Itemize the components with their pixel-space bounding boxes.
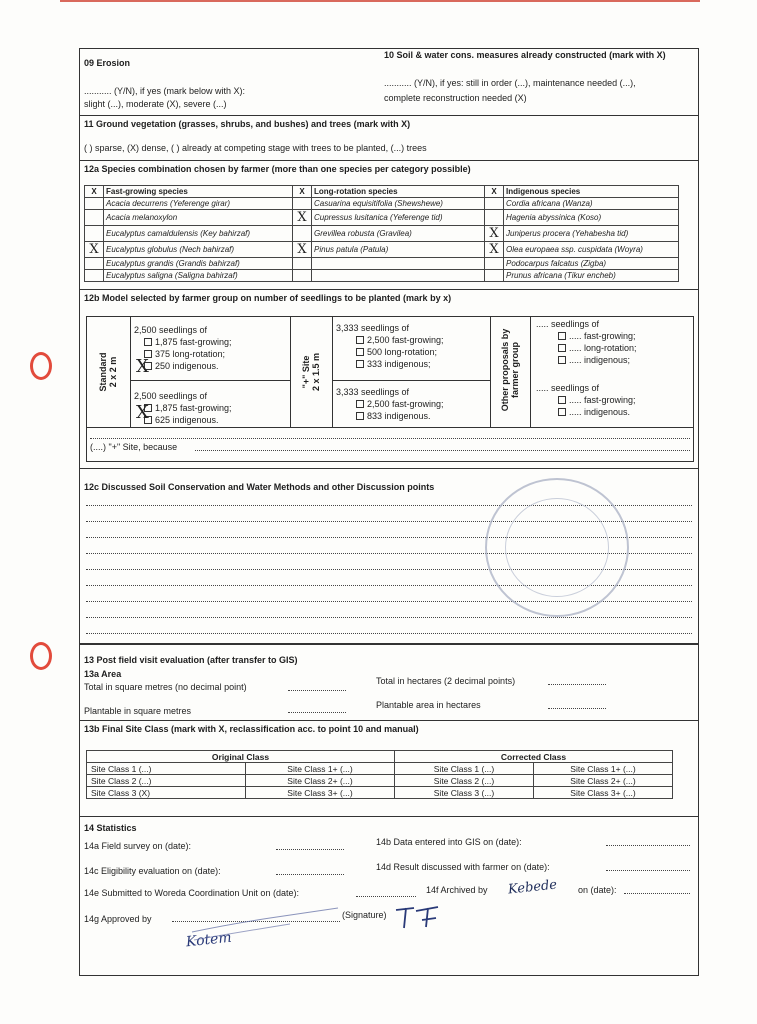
hand-x-mark: X	[136, 356, 149, 377]
s14f-label: 14f Archived by	[426, 885, 488, 895]
checkbox[interactable]	[144, 338, 152, 346]
corr-class-cell[interactable]: Site Class 2+ (...)	[534, 775, 673, 787]
checkbox[interactable]	[356, 360, 364, 368]
hand-x-mark[interactable]: X	[85, 242, 104, 258]
std-b-head: 2,500 seedlings of	[134, 391, 208, 401]
archived-by-signature: Kebede	[507, 877, 558, 898]
s14e-field[interactable]	[356, 896, 416, 897]
indig-species: Juniperus procera (Yehabesha tid)	[504, 226, 679, 242]
checkbox[interactable]	[558, 408, 566, 416]
punch-hole-bottom	[30, 642, 52, 670]
orig-class-cell[interactable]: Site Class 1+ (...)	[246, 763, 395, 775]
s14d-label: 14d Result discussed with farmer on (date):	[376, 862, 550, 872]
checkbox[interactable]	[356, 348, 364, 356]
hand-x-mark[interactable]: X	[485, 242, 504, 258]
hand-x-mark[interactable]: X	[293, 242, 312, 258]
punch-hole-top	[30, 352, 52, 380]
total-ha-field[interactable]	[548, 684, 606, 685]
approver-signature-scribble	[392, 902, 452, 932]
orig-class-cell[interactable]: Site Class 1 (...)	[87, 763, 246, 775]
checkbox[interactable]	[558, 356, 566, 364]
plus-a-item: 333 indigenous;	[367, 359, 431, 369]
other-b-head: ..... seedlings of	[536, 383, 600, 393]
s14a-label: 14a Field survey on (date):	[84, 841, 192, 851]
indig-species: Olea europaea ssp. cuspidata (Woyra)	[504, 242, 679, 258]
s14f-field[interactable]	[624, 893, 690, 894]
other-a-item: ..... long-rotation;	[569, 343, 637, 353]
approver-handwritten-name: Kotem	[185, 929, 233, 951]
corrected-class-header: Corrected Class	[395, 751, 673, 763]
other-b-option[interactable]	[536, 382, 636, 418]
plant-sqm-field[interactable]	[288, 712, 346, 713]
long-species: Casuarina equisitifolia (Shewshewe)	[312, 198, 485, 210]
x-header: X	[485, 186, 504, 198]
plus-site-label: "+" Site 2 x 1.5 m	[301, 352, 321, 392]
plus-a-head: 3,333 seedlings of	[336, 323, 410, 333]
hand-x-mark: X	[136, 402, 149, 423]
model-row-line	[130, 380, 290, 381]
s11-title: 11 Ground vegetation (grasses, shrubs, and bushes) and trees (mark with X)	[84, 119, 411, 129]
hand-x-mark[interactable]: X	[293, 210, 312, 226]
other-a-option[interactable]	[536, 318, 637, 366]
std-a-head: 2,500 seedlings of	[134, 325, 208, 335]
long-species: Grevillea robusta (Gravilea)	[312, 226, 485, 242]
s11-line: ( ) sparse, (X) dense, ( ) already at competing stage with trees to be planted, (...) trees	[84, 143, 427, 153]
standard-label: Standard 2 x 2 m	[98, 352, 118, 392]
model-col-line	[130, 316, 131, 428]
s14b-label: 14b Data entered into GIS on (date):	[376, 837, 522, 847]
s14-title: 14 Statistics	[84, 823, 137, 833]
corr-class-cell[interactable]: Site Class 3+ (...)	[534, 787, 673, 799]
orig-class-cell[interactable]: Site Class 2 (...)	[87, 775, 246, 787]
divider	[79, 816, 699, 817]
total-sqm-field[interactable]	[288, 690, 346, 691]
s09-line2: slight (...), moderate (X), severe (...)	[84, 99, 227, 109]
x-header: X	[293, 186, 312, 198]
plus-a-item: 2,500 fast-growing;	[367, 335, 444, 345]
indig-species: Hagenia abyssinica (Koso)	[504, 210, 679, 226]
divider	[79, 115, 699, 116]
s13b-title: 13b Final Site Class (mark with X, reclassification acc. to point 10 and manual)	[84, 724, 419, 734]
s10-line2: complete reconstruction needed (X)	[384, 93, 527, 103]
site-because-line[interactable]	[195, 450, 690, 451]
s13a-title: 13a Area	[84, 669, 122, 679]
checkbox[interactable]	[356, 400, 364, 408]
original-class-header: Original Class	[87, 751, 395, 763]
divider	[79, 160, 699, 161]
plant-ha-field[interactable]	[548, 708, 606, 709]
fast-species: Eucalyptus globulus (Nech bahirzaf)	[104, 242, 293, 258]
checkbox[interactable]	[558, 332, 566, 340]
site-because-line[interactable]	[90, 438, 690, 439]
std-a-item: 1,875 fast-growing;	[155, 337, 232, 347]
s12a-title: 12a Species combination chosen by farmer (more than one species per category possible)	[84, 164, 471, 174]
s13-title: 13 Post field visit evaluation (after transfer to GIS)	[84, 655, 298, 665]
divider	[79, 468, 699, 469]
s14e-label: 14e Submitted to Woreda Coordination Unit on (date):	[84, 888, 299, 898]
long-species: Cupressus lusitanica (Yeferenge tid)	[312, 210, 485, 226]
x-header: X	[85, 186, 104, 198]
s14c-field[interactable]	[276, 874, 344, 875]
plant-sqm-label: Plantable in square metres	[84, 706, 192, 716]
s09-line1: ........... (Y/N), if yes (mark below with X):	[84, 86, 246, 96]
s14g-label: 14g Approved by	[84, 914, 152, 924]
s09-title: 09 Erosion	[84, 58, 131, 68]
site-because-label: (....) "+" Site, because	[90, 442, 178, 452]
s12b-title: 12b Model selected by farmer group on number of seedlings to be planted (mark by x)	[84, 293, 452, 303]
discussion-line[interactable]	[86, 617, 692, 618]
indig-species: Podocarpus falcatus (Zigba)	[504, 258, 679, 270]
plus-a-item: 500 long-rotation;	[367, 347, 438, 357]
s14d-field[interactable]	[606, 870, 690, 871]
model-col-line	[290, 316, 291, 428]
other-b-item: ..... indigenous.	[569, 407, 631, 417]
corr-class-cell[interactable]: Site Class 1+ (...)	[534, 763, 673, 775]
long-header: Long-rotation species	[312, 186, 485, 198]
checkbox[interactable]	[558, 344, 566, 352]
s14a-field[interactable]	[276, 849, 344, 850]
checkbox[interactable]	[558, 396, 566, 404]
orig-class-cell[interactable]: Site Class 3+ (...)	[246, 787, 395, 799]
indig-header: Indigenous species	[504, 186, 679, 198]
s10-title: 10 Soil & water cons. measures already constructed (mark with X)	[384, 50, 666, 60]
s10-line1: ........... (Y/N), if yes: still in order (...), maintenance needed (...),	[384, 78, 636, 88]
site-because-box	[86, 428, 694, 462]
s14g-signature-label: (Signature)	[342, 910, 387, 920]
plant-ha-label: Plantable area in hectares	[376, 700, 481, 710]
long-species: Pinus patula (Patula)	[312, 242, 485, 258]
other-a-item: ..... indigenous;	[569, 355, 631, 365]
plus-b-head: 3,333 seedlings of	[336, 387, 410, 397]
checkbox[interactable]	[356, 336, 364, 344]
orig-class-cell[interactable]: Site Class 2+ (...)	[246, 775, 395, 787]
checkbox[interactable]	[356, 412, 364, 420]
divider	[79, 643, 699, 645]
std-b-item: 625 indigenous.	[155, 415, 219, 425]
fast-species: Eucalyptus saligna (Saligna bahirzaf)	[104, 270, 293, 282]
plus-a-option[interactable]	[336, 322, 444, 370]
plus-b-item: 2,500 fast-growing;	[367, 399, 444, 409]
s14c-label: 14c Eligibility evaluation on (date):	[84, 866, 221, 876]
model-col-line	[530, 316, 531, 428]
other-proposals-label: Other proposals by farmer group	[500, 328, 520, 412]
fast-header: Fast-growing species	[104, 186, 293, 198]
std-a-item: 375 long-rotation;	[155, 349, 226, 359]
discussion-line[interactable]	[86, 633, 692, 634]
fast-species: Acacia melanoxylon	[104, 210, 293, 226]
total-ha-label: Total in hectares (2 decimal points)	[376, 676, 516, 686]
species-table	[84, 185, 679, 282]
s14f-tail: on (date):	[578, 885, 617, 895]
s12c-title: 12c Discussed Soil Conservation and Water Methods and other Discussion points	[84, 482, 435, 492]
total-sqm-label: Total in square metres (no decimal point)	[84, 682, 247, 692]
other-a-item: ..... fast-growing;	[569, 331, 636, 341]
other-b-item: ..... fast-growing;	[569, 395, 636, 405]
site-class-table	[86, 750, 673, 799]
official-stamp	[485, 478, 629, 617]
approver-stamp-scribble	[190, 902, 340, 942]
indig-species: Prunus africana (Tikur encheb)	[504, 270, 679, 282]
std-a-item: 250 indigenous.	[155, 361, 219, 371]
orig-class-cell[interactable]: Site Class 3 (X)	[87, 787, 246, 799]
corr-class-cell[interactable]: Site Class 1 (...)	[395, 763, 534, 775]
corr-class-cell[interactable]: Site Class 3 (...)	[395, 787, 534, 799]
top-edge-mark	[60, 0, 700, 6]
fast-species: Eucalyptus grandis (Grandis bahirzaf)	[104, 258, 293, 270]
model-col-line	[490, 316, 491, 428]
fast-species: Eucalyptus camaldulensis (Key bahirzaf)	[104, 226, 293, 242]
plus-b-option[interactable]	[336, 386, 444, 422]
s14b-field[interactable]	[606, 845, 690, 846]
corr-class-cell[interactable]: Site Class 2 (...)	[395, 775, 534, 787]
hand-x-mark[interactable]: X	[485, 226, 504, 242]
fast-species: Acacia decurrens (Yeferenge girar)	[104, 198, 293, 210]
indig-species: Cordia africana (Wanza)	[504, 198, 679, 210]
divider	[79, 289, 699, 290]
divider	[79, 720, 699, 721]
model-row-line	[332, 380, 490, 381]
plus-b-item: 833 indigenous.	[367, 411, 431, 421]
other-a-head: ..... seedlings of	[536, 319, 600, 329]
model-col-line	[332, 316, 333, 428]
std-b-item: 1,875 fast-growing;	[155, 403, 232, 413]
